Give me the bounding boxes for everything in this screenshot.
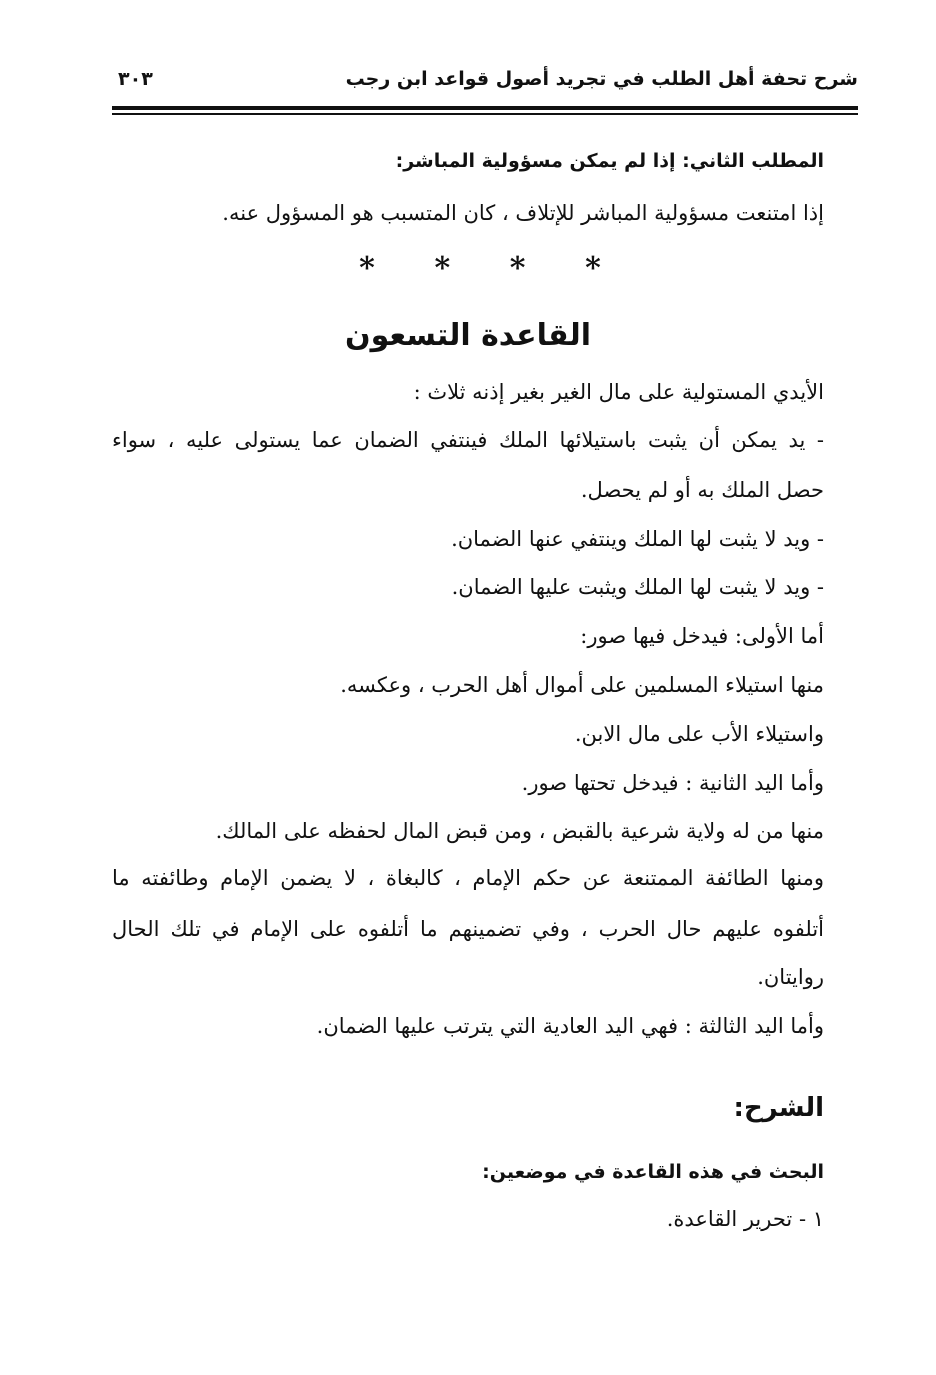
asterisk: * xyxy=(509,251,526,286)
header-rule xyxy=(112,106,858,110)
sharh-subheading: البحث في هذه القاعدة في موضعين: xyxy=(482,1161,824,1183)
header-rule-thin xyxy=(112,113,858,115)
asterisk: * xyxy=(434,251,451,286)
rule-line: وأما اليد الثانية : فيدخل تحتها صور. xyxy=(521,771,824,795)
asterisk: * xyxy=(359,251,375,286)
rule-line: ومنها الطائفة الممتنعة عن حكم الإمام ، كالبغاة ، لا يضمن الإمام وطائفته ما xyxy=(112,866,824,890)
running-header xyxy=(112,62,858,102)
rule-line: منها من له ولاية شرعية بالقبض ، ومن قبض المال لحفظه على المالك. xyxy=(215,819,824,843)
header-title: شرح تحفة أهل الطلب في تجريد أصول قواعد ابن رجب xyxy=(345,68,858,90)
rule-line: - يد يمكن أن يثبت باستيلائها الملك فينتفي الضمان عما يستولى عليه ، سواء xyxy=(112,428,824,452)
rule-line: وأما اليد الثالثة : فهي اليد العادية التي يترتب عليها الضمان. xyxy=(316,1014,824,1038)
rule-title: القاعدة التسعون xyxy=(344,318,592,353)
rule-line: منها استيلاء المسلمين على أموال أهل الحرب ، وعكسه. xyxy=(340,673,824,697)
sharh-item: ١ - تحرير القاعدة. xyxy=(666,1207,824,1231)
rule-line: الأيدي المستولية على مال الغير بغير إذنه ثلاث : xyxy=(413,380,824,404)
rule-line: روايتان. xyxy=(757,965,824,989)
asterisk: * xyxy=(585,251,601,286)
rule-line: واستيلاء الأب على مال الابن. xyxy=(574,722,824,746)
section-subheading: المطلب الثاني: إذا لم يمكن مسؤولية المباشر: xyxy=(395,150,824,172)
rule-line: أما الأولى: فيدخل فيها صور: xyxy=(580,624,824,648)
sharh-heading: الشرح: xyxy=(733,1093,824,1123)
rule-line: - ويد لا يثبت لها الملك ويثبت عليها الضمان. xyxy=(451,575,824,599)
page-number: ٣٠٣ xyxy=(118,68,153,90)
rule-line: حصل الملك به أو لم يحصل. xyxy=(580,478,824,502)
asterisk-separator xyxy=(350,252,610,286)
section-text: إذا امتنعت مسؤولية المباشر للإتلاف ، كان المتسبب هو المسؤول عنه. xyxy=(222,201,824,225)
rule-line: أتلفوه عليهم حال الحرب ، وفي تضمينهم ما أتلفوه على الإمام في تلك الحال xyxy=(112,917,824,941)
rule-line: - ويد لا يثبت لها الملك وينتفي عنها الضمان. xyxy=(451,527,824,551)
